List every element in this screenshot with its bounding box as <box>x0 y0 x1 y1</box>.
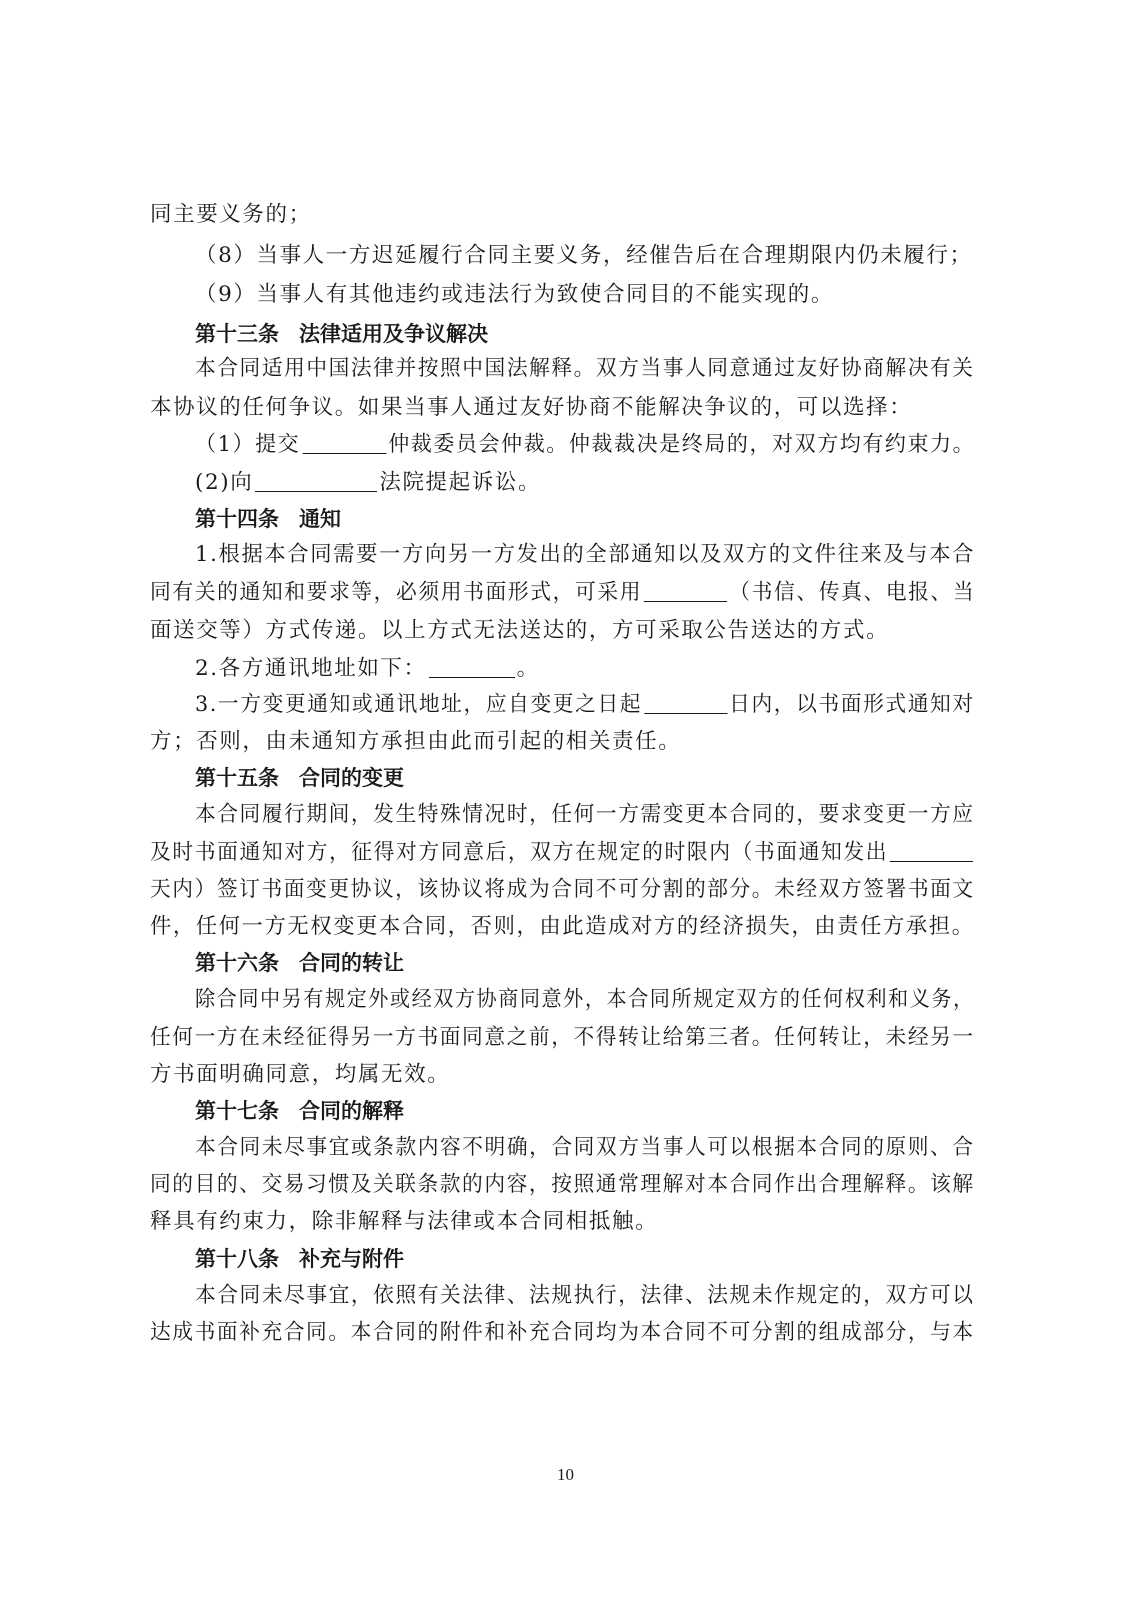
text-segment: （书信、传真、电报、当 <box>729 580 976 605</box>
text-line: 件，任何一方无权变更本合同，否则，由此造成对方的经济损失，由责任方承担。 <box>150 914 975 939</box>
article-title: 合同的变更 <box>299 766 404 790</box>
text-line <box>195 690 975 720</box>
text-segment: 。 <box>516 656 540 681</box>
article-14-heading <box>195 504 341 534</box>
text-segment: 2.各方通讯地址如下： <box>195 656 427 681</box>
article-title: 合同的转让 <box>299 951 404 975</box>
text-segment: 法院提起诉讼。 <box>379 470 542 495</box>
text-line: 方书面明确同意，均属无效。 <box>150 1062 451 1087</box>
article-number: 第十七条 <box>195 1099 279 1123</box>
text-segment: 日内，以书面形式通知对 <box>729 692 975 717</box>
text-line: 本协议的任何争议。如果当事人通过友好协商不能解决争议的，可以选择： <box>150 395 913 420</box>
article-number: 第十四条 <box>195 507 279 531</box>
text-line <box>150 578 975 608</box>
text-line <box>195 430 975 460</box>
text-line: （8）当事人一方迟延履行合同主要义务，经催告后在合理期限内仍未履行； <box>195 243 973 268</box>
fill-in-blank <box>890 839 973 862</box>
article-title: 通知 <box>299 507 341 531</box>
text-segment: 仲裁委员会仲裁。仲裁裁决是终局的，对双方均有约束力。 <box>388 432 976 457</box>
text-line <box>195 468 541 498</box>
text-segment: 及时书面通知对方，征得对方同意后，双方在规定的时限内（书面通知发出 <box>150 840 889 865</box>
text-line: 同主要义务的； <box>150 202 312 227</box>
text-segment: 3.一方变更通知或通讯地址，应自变更之日起 <box>195 692 643 717</box>
article-number: 第十八条 <box>195 1247 279 1271</box>
text-line: 本合同未尽事宜或条款内容不明确，合同双方当事人可以根据本合同的原则、合 <box>195 1135 975 1160</box>
text-line <box>150 838 975 868</box>
article-18-heading <box>195 1244 404 1274</box>
text-line: 方；否则，由未通知方承担由此而引起的相关责任。 <box>150 729 682 754</box>
text-line: 本合同履行期间，发生特殊情况时，任何一方需变更本合同的，要求变更一方应 <box>195 802 975 827</box>
text-line: 同的目的、交易习惯及关联条款的内容，按照通常理解对本合同作出合理解释。该解 <box>150 1172 975 1197</box>
text-line: 面送交等）方式传递。以上方式无法送达的，方可采取公告送达的方式。 <box>150 618 890 643</box>
article-title: 法律适用及争议解决 <box>299 322 488 346</box>
text-line: 释具有约束力，除非解释与法律或本合同相抵触。 <box>150 1209 659 1234</box>
text-line: 达成书面补充合同。本合同的附件和补充合同均为本合同不可分割的组成部分，与本 <box>150 1320 975 1345</box>
article-17-heading <box>195 1096 404 1126</box>
article-15-heading <box>195 763 404 793</box>
article-number: 第十三条 <box>195 322 279 346</box>
article-number: 第十六条 <box>195 951 279 975</box>
fill-in-blank <box>255 469 377 492</box>
page-number: 10 <box>557 1465 574 1484</box>
fill-in-blank <box>302 431 386 454</box>
text-line: 本合同未尽事宜，依照有关法律、法规执行，法律、法规未作规定的，双方可以 <box>195 1283 975 1308</box>
text-line: 天内）签订书面变更协议，该协议将成为合同不可分割的部分。未经双方签署书面文 <box>150 877 975 902</box>
fill-in-blank <box>644 691 727 714</box>
text-line: （9）当事人有其他违约或违法行为致使合同目的不能实现的。 <box>195 282 834 307</box>
text-line: 任何一方在未经征得另一方书面同意之前，不得转让给第三者。任何转让，未经另一 <box>150 1025 975 1050</box>
article-title: 合同的解释 <box>299 1099 404 1123</box>
text-line: 1.根据本合同需要一方向另一方发出的全部通知以及双方的文件往来及与本合 <box>195 542 976 567</box>
article-title: 补充与附件 <box>299 1247 404 1271</box>
text-line <box>195 654 540 684</box>
text-segment: （1）提交 <box>195 432 301 457</box>
article-13-heading <box>195 319 488 349</box>
article-16-heading <box>195 948 404 978</box>
text-line: 本合同适用中国法律并按照中国法解释。双方当事人同意通过友好协商解决有关 <box>195 356 975 381</box>
article-number: 第十五条 <box>195 766 279 790</box>
fill-in-blank <box>429 655 515 678</box>
fill-in-blank <box>644 579 727 602</box>
text-line: 除合同中另有规定外或经双方协商同意外，本合同所规定双方的任何权利和义务， <box>195 987 975 1012</box>
text-segment: (2)向 <box>195 470 254 495</box>
text-segment: 同有关的通知和要求等，必须用书面形式，可采用 <box>150 580 643 605</box>
